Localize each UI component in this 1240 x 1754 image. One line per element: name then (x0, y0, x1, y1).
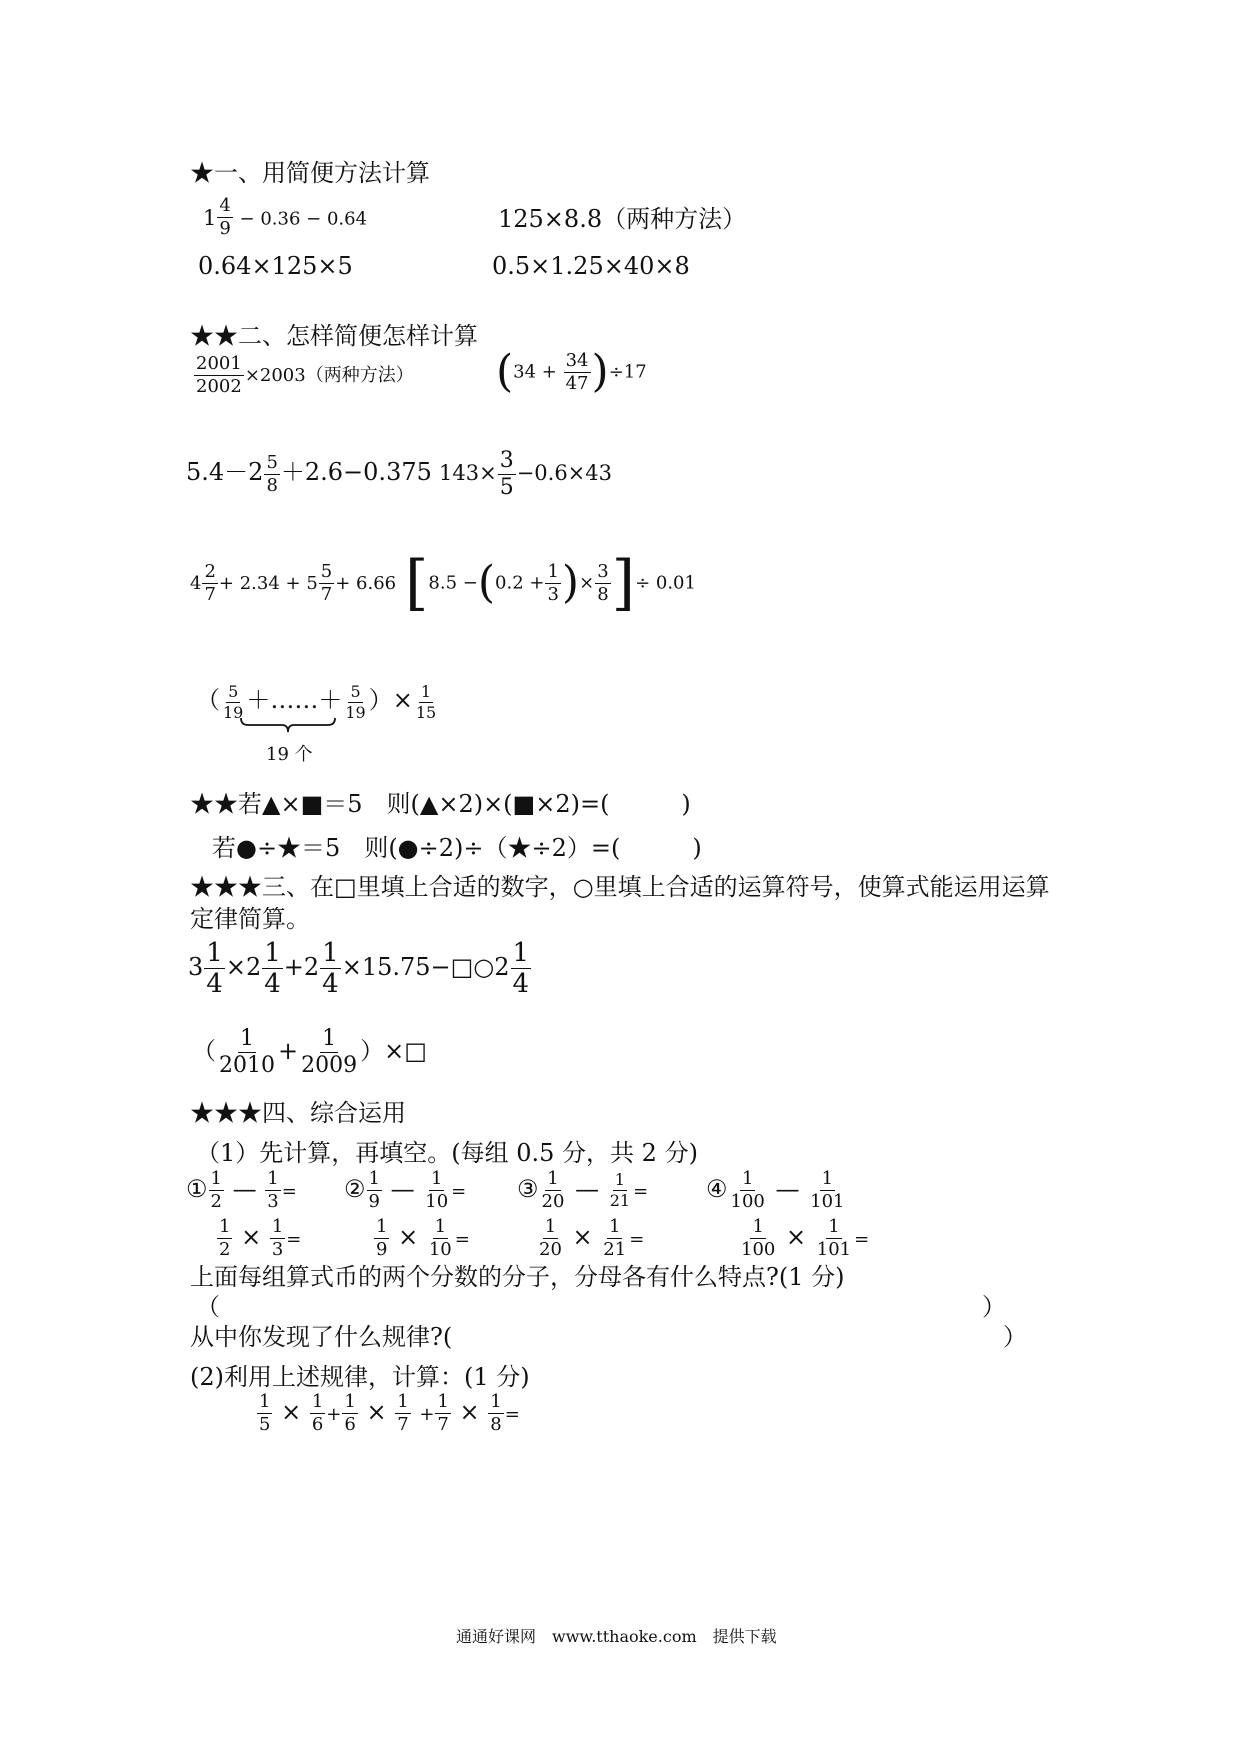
fraction: $\frac{1}{21}$ (603, 1216, 627, 1260)
problem-2-7 (196, 680, 439, 721)
paren-left: （ (192, 1037, 216, 1065)
problem-1-1 (203, 197, 367, 238)
fraction: $\frac{1}{9}$ (368, 1168, 380, 1212)
question-feature: 上面每组算式币的两个分数的分子，分母各有什么特点?(1 分) (190, 1263, 845, 1291)
fraction: $\frac{3}{5}$ (499, 448, 514, 500)
underbrace-label: 19 个 (266, 744, 313, 765)
paren-right: ) (561, 557, 580, 608)
equals-sign: = (281, 1181, 297, 1202)
fraction: $\frac{5}{8}$ (266, 452, 278, 496)
fraction: $\frac{34}{47}$ (565, 349, 589, 394)
expression-3-2 (192, 1028, 427, 1077)
whole: 1 (203, 205, 217, 230)
times-sign: × (366, 1398, 387, 1426)
fraction: $\frac{1}{100}$ (730, 1168, 765, 1212)
whole: 3 (188, 953, 204, 981)
fraction: $\frac{1}{4}$ (322, 938, 339, 999)
expr-rest: −0.6×43 (516, 461, 612, 485)
equals-sign: = (854, 1229, 870, 1250)
expr-part: 8.5 − (428, 572, 478, 594)
plus-sign: + (278, 1037, 299, 1065)
star-question-1: ★★若▲×■＝5 则(▲×2)×(■×2)=( ) (190, 790, 691, 818)
section-3-title: ★★★三、在□里填上合适的数字，○里填上合适的运算符号，使算式能运用运算 (190, 873, 1050, 901)
star-question-2: 若●÷★＝5 则(●÷2)÷（★÷2）=( ) (212, 834, 702, 862)
section-3-title-cont: 定律简算。 (190, 905, 310, 933)
fraction: $\frac{1}{4}$ (264, 938, 281, 999)
fraction: $\frac{1}{10}$ (425, 1168, 449, 1212)
fraction: $\frac{1}{4}$ (512, 938, 530, 999)
problem-1-4: 0.5×1.25×40×8 (492, 252, 690, 280)
times-sign: × (572, 1223, 593, 1251)
final-expression (256, 1393, 520, 1434)
question-4-2: (2)利用上述规律，计算：(1 分) (190, 1363, 530, 1391)
fraction: $\frac{1}{6}$ (311, 1391, 324, 1435)
expr-rest: ×2003（两种方法） (244, 365, 414, 386)
fraction: $\frac{1}{2}$ (219, 1216, 231, 1260)
equals-sign: = (451, 1181, 467, 1202)
rule-blank-close: ） (1003, 1323, 1027, 1351)
expr-part: 0.2 + (495, 572, 545, 594)
group-label: ① (186, 1175, 208, 1203)
group-3-subtract (517, 1170, 648, 1211)
fraction: $\frac{1}{15}$ (415, 682, 437, 722)
fraction: $\frac{1}{3}$ (267, 1168, 279, 1212)
fraction: $\frac{1}{8}$ (490, 1391, 502, 1435)
times-sign: × (579, 572, 595, 594)
fraction: $\frac{1}{4}$ (206, 938, 223, 999)
fraction: $\frac{5}{7}$ (320, 561, 333, 605)
expr-rest: − 0.36 − 0.64 (233, 208, 368, 230)
expr-part: 34 + (513, 361, 563, 383)
minus-sign: — (232, 1175, 257, 1203)
problem-2-1 (193, 355, 414, 396)
group-2-multiply (373, 1218, 470, 1259)
fraction: $\frac{5}{19}$ (223, 682, 244, 722)
fraction: $\frac{3}{8}$ (597, 560, 609, 605)
plus-sign: + (419, 1404, 435, 1425)
problem-1-3: 0.64×125×5 (198, 252, 353, 280)
minus-sign: — (775, 1175, 800, 1203)
question-4-1: （1）先计算，再填空。(每组 0.5 分，共 2 分) (196, 1139, 698, 1167)
times-sign: × (786, 1223, 807, 1251)
problem-2-4 (439, 450, 612, 499)
expr-part: ×2 (225, 953, 262, 981)
fraction: $\frac{1}{2}$ (210, 1168, 222, 1212)
section-2-title: ★★二、怎样简便怎样计算 (190, 322, 478, 350)
paren-right: ）× (368, 686, 413, 714)
expr-part: ＋……＋ (246, 686, 343, 714)
fraction: $\frac{1}{5}$ (259, 1391, 271, 1435)
expr-part: 5.4－2 (186, 458, 264, 486)
expr-rest: ÷17 (608, 361, 647, 383)
fraction: $\frac{1}{2010}$ (219, 1026, 275, 1078)
minus-sign: — (575, 1175, 600, 1203)
expr-rest: + 6.66 (335, 573, 397, 594)
equals-sign: = (504, 1404, 520, 1425)
fraction: $\frac{2}{7}$ (204, 561, 216, 605)
expr-rest: ＋2.6−0.375 (280, 458, 432, 486)
answer-blank-open: （ (196, 1293, 220, 1321)
bracket-left: [ (405, 548, 429, 618)
problem-2-6 (405, 548, 696, 618)
expr-part: 143× (439, 461, 497, 485)
expression-3-1 (188, 940, 532, 997)
group-3-multiply (536, 1218, 644, 1259)
section-1-title: ★一、用简便方法计算 (190, 159, 430, 187)
section-4-title: ★★★四、综合运用 (190, 1099, 406, 1127)
fraction: $\frac{1}{21}$ (609, 1170, 631, 1210)
paren-left: （ (196, 686, 220, 714)
group-4-subtract (706, 1170, 848, 1211)
bracket-right: ] (611, 548, 636, 618)
paren-right: ) (591, 346, 609, 397)
group-4-multiply (738, 1218, 869, 1259)
times-sign: × (241, 1223, 262, 1251)
equals-sign: = (286, 1229, 302, 1250)
fraction: $\frac{1}{101}$ (816, 1216, 852, 1260)
fraction: $\frac{1}{2009}$ (301, 1026, 358, 1078)
answer-blank-close: ） (982, 1293, 1006, 1321)
expr-part: ×15.75−□○2 (341, 953, 510, 981)
fraction: $\frac{2001}{2002}$ (196, 353, 242, 397)
page-footer: 通通好课网 www.tthaoke.com 提供下载 (456, 1627, 777, 1646)
group-1-subtract (186, 1170, 297, 1211)
times-sign: × (398, 1223, 419, 1251)
group-2-subtract (344, 1170, 466, 1211)
equals-sign: = (629, 1229, 645, 1250)
fraction: $\frac{5}{19}$ (345, 682, 366, 722)
group-label: ④ (706, 1175, 728, 1203)
paren-left: ( (496, 346, 514, 397)
paren-right: ）×□ (360, 1037, 427, 1065)
group-label: ③ (517, 1175, 539, 1203)
fraction: $\frac{1}{100}$ (741, 1216, 776, 1260)
fraction: $\frac{1}{3}$ (547, 560, 559, 605)
problem-2-5 (190, 563, 396, 604)
fraction: $\frac{4}{9}$ (219, 195, 231, 239)
fraction: $\frac{1}{3}$ (271, 1216, 284, 1260)
fraction: $\frac{1}{101}$ (810, 1168, 845, 1212)
fraction: $\frac{1}{7}$ (397, 1391, 409, 1435)
times-sign: × (281, 1398, 302, 1426)
problem-2-2 (496, 346, 647, 397)
times-sign: × (459, 1398, 480, 1426)
fraction: $\frac{1}{7}$ (437, 1391, 449, 1435)
fraction: $\frac{1}{6}$ (344, 1391, 356, 1435)
equals-sign: = (633, 1181, 649, 1202)
paren-left: ( (477, 557, 496, 608)
whole: 4 (190, 573, 202, 594)
fraction: $\frac{1}{10}$ (428, 1216, 452, 1260)
minus-sign: — (390, 1175, 415, 1203)
problem-1-2: 125×8.8（两种方法） (498, 205, 747, 233)
group-label: ② (344, 1175, 366, 1203)
expr-part: + 2.34 + 5 (218, 573, 318, 594)
expr-part: +2 (283, 953, 320, 981)
question-rule: 从中你发现了什么规律?( (190, 1323, 453, 1351)
underbrace (240, 717, 336, 733)
group-1-multiply (216, 1218, 301, 1259)
expr-rest: ÷ 0.01 (635, 572, 696, 594)
problem-2-3 (186, 452, 432, 495)
fraction: $\frac{1}{20}$ (541, 1168, 565, 1212)
fraction: $\frac{1}{9}$ (376, 1216, 388, 1260)
fraction: $\frac{1}{20}$ (539, 1216, 562, 1260)
equals-sign: = (454, 1229, 470, 1250)
plus-sign: + (326, 1404, 342, 1425)
